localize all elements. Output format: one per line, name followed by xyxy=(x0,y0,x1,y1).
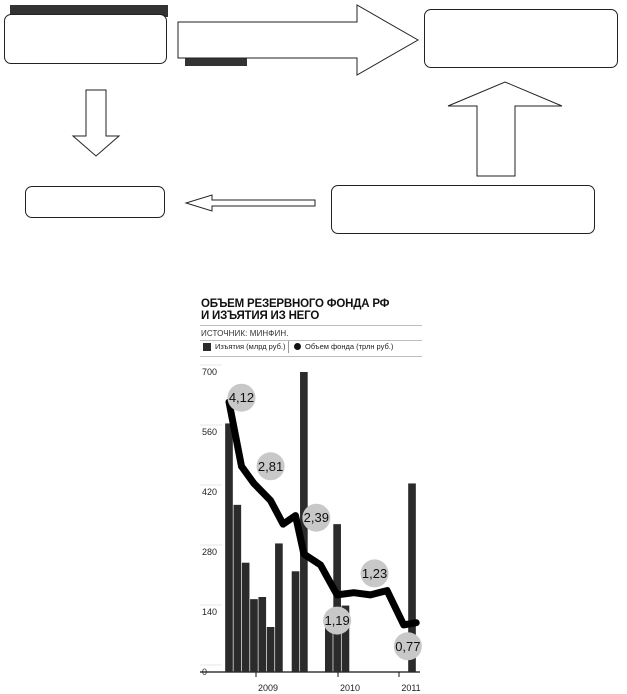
bar xyxy=(292,571,300,672)
x-tick-label: 2011 xyxy=(401,683,421,693)
bar xyxy=(233,505,241,672)
bar xyxy=(275,543,283,672)
data-label: 1,23 xyxy=(361,565,388,581)
y-tick-label: 560 xyxy=(202,427,218,437)
data-label: 2,81 xyxy=(257,458,284,474)
bar xyxy=(250,599,258,672)
x-tick-label: 2009 xyxy=(257,683,279,693)
bar xyxy=(225,423,233,672)
legend-label-fund-volume: Объем фонда (трлн руб.) xyxy=(305,342,394,351)
bar xyxy=(258,597,266,672)
data-label: 2,39 xyxy=(303,510,329,526)
data-label: 0,77 xyxy=(395,638,421,654)
bar xyxy=(242,563,250,672)
chart-source: ИСТОЧНИК: МИНФИН. xyxy=(201,329,289,338)
y-tick-label: 0 xyxy=(202,667,208,677)
chart-title: ОБЪЕМ РЕЗЕРВНОГО ФОНДА РФ И ИЗЪЯТИЯ ИЗ НЕГО xyxy=(201,298,390,322)
legend-label-withdrawals: Изъятия (млрд руб.) xyxy=(215,342,286,351)
y-tick-label: 280 xyxy=(202,547,218,557)
x-tick-label: 2010 xyxy=(339,683,361,693)
data-label: 4,12 xyxy=(228,390,255,406)
y-tick-label: 420 xyxy=(202,487,218,497)
bar xyxy=(267,627,275,672)
y-tick-label: 140 xyxy=(202,607,218,617)
y-tick-label: 700 xyxy=(202,367,218,377)
data-label: 1,19 xyxy=(324,613,350,629)
